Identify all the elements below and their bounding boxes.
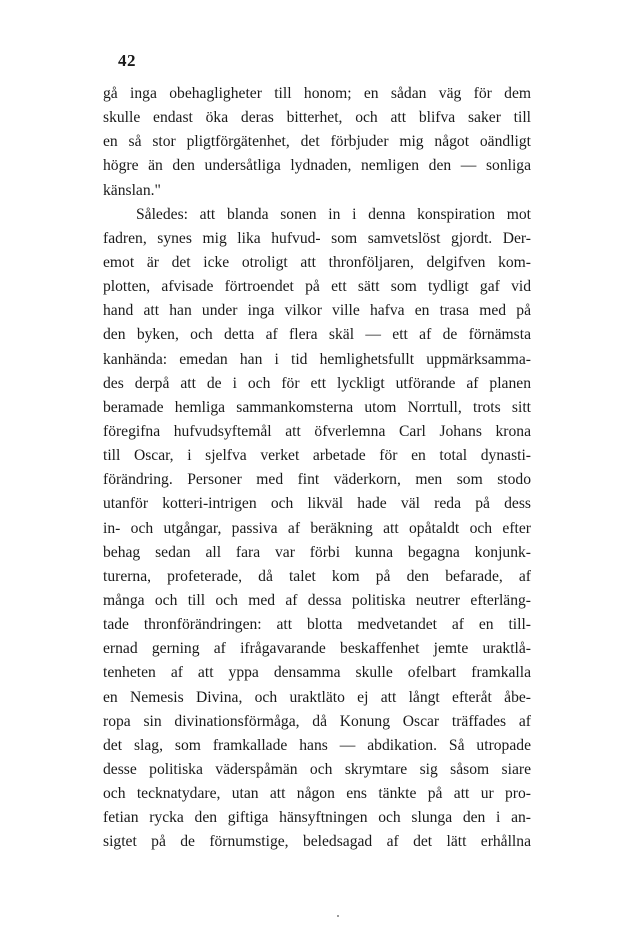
paper-speck [337,915,339,917]
text-line: in- och utgångar, passiva af beräkning att opåtaldt och efter [103,519,531,537]
text-line: till Oscar, i sjelfva verket arbetade för en total dynasti- [103,447,531,465]
text-line: högre än den undersåtliga lydnaden, nemligen den — sonliga [103,157,531,175]
page-number: 42 [118,51,136,70]
body-text [103,82,531,855]
text-line: plotten, afvisade förtroendet på ett sätt som tydligt gaf vid [103,278,531,296]
text-line: fetian rycka den giftiga hänsyftningen och slunga den i an- [103,809,531,827]
text-line: utanför kotteri-intrigen och likväl hade väl reda på dess [103,495,531,513]
text-line: behag sedan all fara var förbi kunna begagna konjunk- [103,543,531,561]
text-line: skulle endast öka deras bitterhet, och att blifva saker till [103,109,531,127]
text-line: gå inga obehagligheter till honom; en sådan väg för dem [103,85,531,102]
text-line: förändring. Personer med fint väderkorn, men som stodo [103,471,531,489]
text-line: tade thronförändringen: att blotta medvetandet af en till- [103,616,531,634]
text-line: tenheten af att yppa densamma skulle ofelbart framkalla [103,664,531,682]
text-line: des derpå att de i och för ett lyckligt utförande af planen [103,374,531,392]
text-line: fadren, synes mig lika hufvud- som samvetslöst gjordt. Der- [103,229,531,247]
text-line: den byken, och detta af flera skäl — ett af de förnämsta [103,326,531,344]
text-line: desse politiska väderspåmän och skrymtare sig såsom siare [103,760,531,778]
text-line: många och till och med af dessa politiska neutrer efterläng- [103,591,531,609]
text-line: och tecknatydare, utan att någon ens tänkte på att ur pro- [103,785,531,803]
text-line: beramade hemliga sammankomsterna utom Norrtull, trots sitt [103,398,531,416]
text-line: känslan." [103,181,161,199]
text-line: kanhända: emedan han i tid hemlighetsfullt uppmärksamma- [103,350,531,368]
text-line: sigtet på de förnumstige, beledsagad af det lätt erhållna [103,833,531,851]
text-line: emot är det icke otroligt att thronföljaren, delgifven kom- [103,253,531,271]
text-line: en så stor pligtförgätenhet, det förbjuder mig något oändligt [103,133,531,151]
text-line: ernad gerning af ifrågavarande beskaffenhet jemte uraktlå- [103,640,531,658]
text-line: ropa sin divinationsförmåga, då Konung Oscar träffades af [103,712,531,730]
text-line: föregifna hufvudsyftemål att öfverlemna Carl Johans krona [103,422,531,440]
text-line: en Nemesis Divina, och uraktläto ej att långt efteråt åbe- [103,688,531,706]
text-line: turerna, profeterade, då talet kom på den befarade, af [103,567,531,585]
paragraph-start-line: Således: att blanda sonen in i denna konspiration mot [136,205,531,223]
text-line: hand att han under inga vilkor ville hafva en trasa med på [103,302,531,320]
text-line: det slag, som framkallade hans — abdikation. Så utropade [103,736,531,754]
